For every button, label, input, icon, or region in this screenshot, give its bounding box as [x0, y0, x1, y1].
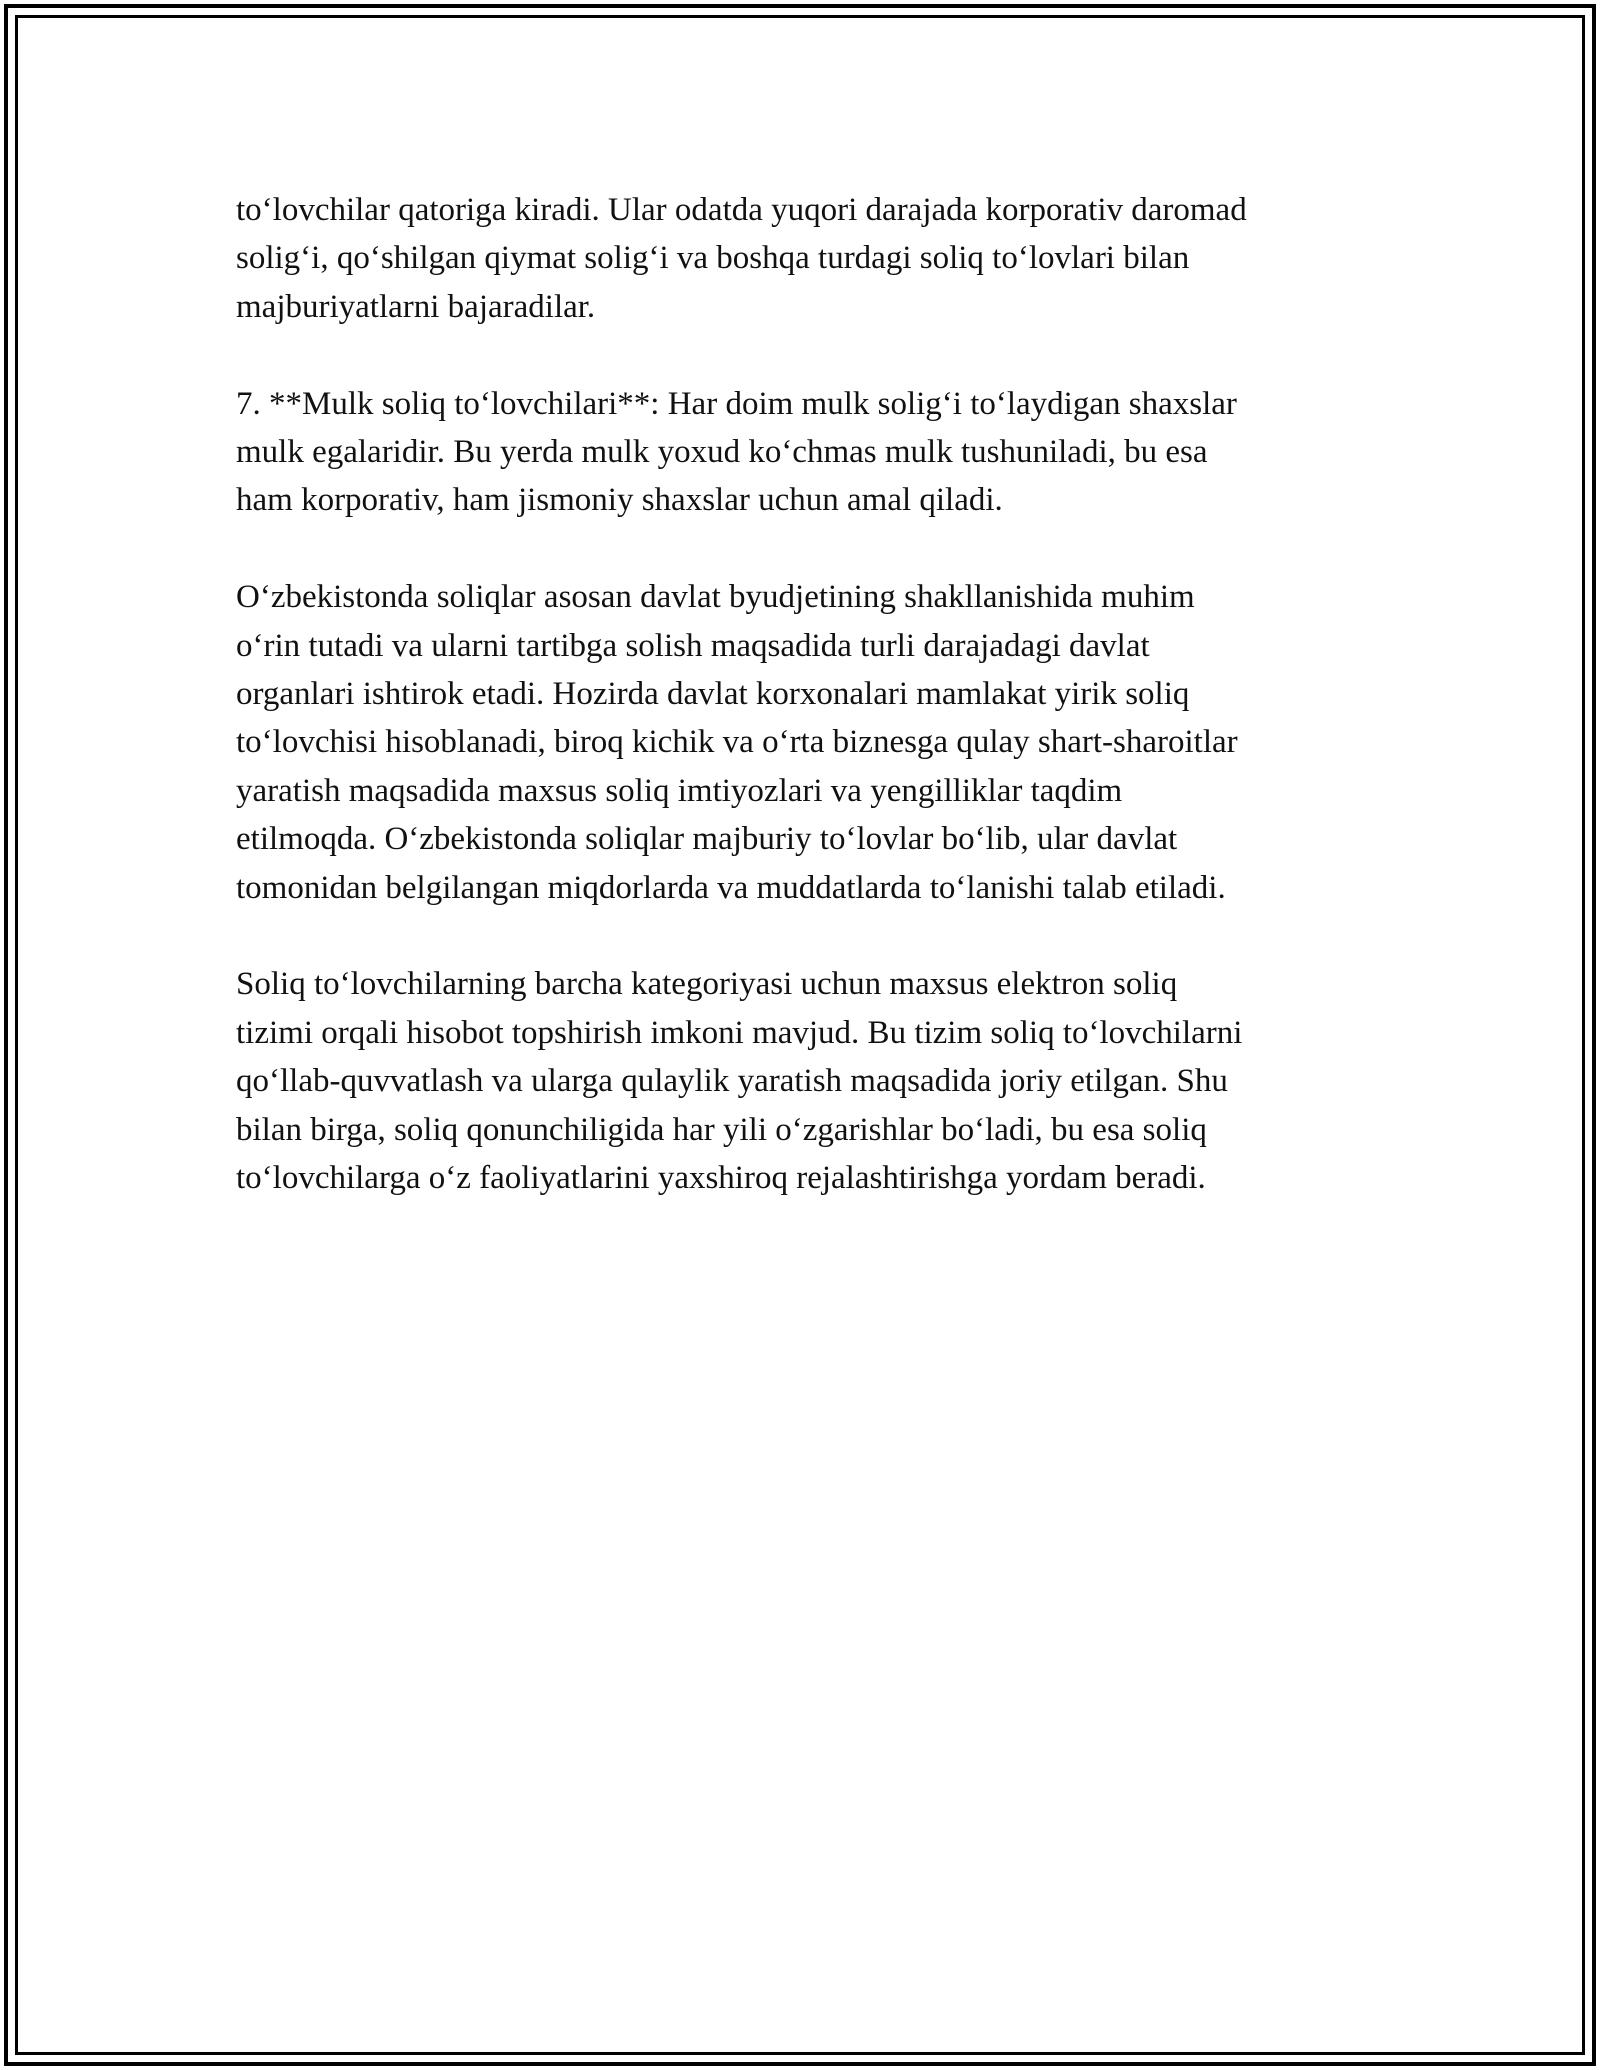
- paragraph-property-taxpayers: [236, 380, 1376, 525]
- text-line: to‘lovchilar qatoriga kiradi. Ular odatda yuqori darajada korporativ daromad: [236, 192, 1247, 228]
- text-line: bilan birga, soliq qonunchiligida har yili o‘zgarishlar bo‘ladi, bu esa soliq: [236, 1111, 1207, 1148]
- document-body: [236, 186, 1376, 1251]
- text-line: to‘lovchisi hisoblanadi, biroq kichik va o‘rta biznesga qulay shart-sharoitlar: [236, 724, 1238, 761]
- text-line: O‘zbekistonda soliqlar asosan davlat byudjetining shakllanishida muhim: [236, 579, 1195, 616]
- text-line: etilmoqda. O‘zbekistonda soliqlar majburiy to‘lovlar bo‘lib, ular davlat: [236, 821, 1178, 858]
- text-line: 7. **Mulk soliq to‘lovchilari**: Har doim mulk solig‘i to‘laydigan shaxslar: [236, 385, 1237, 422]
- text-line: Soliq to‘lovchilarning barcha kategoriyasi uchun maxsus elektron soliq: [236, 966, 1178, 1003]
- text-line: qo‘llab-quvvatlash va ularga qulaylik yaratish maqsadida joriy etilgan. Shu: [236, 1063, 1228, 1100]
- text-line: organlari ishtirok etadi. Hozirda davlat korxonalari mamlakat yirik soliq: [236, 676, 1190, 713]
- paragraph-continuation: [236, 186, 1376, 331]
- paragraph-electronic-tax-system: [236, 960, 1376, 1202]
- text-line: majburiyatlarni bajaradilar.: [236, 288, 596, 325]
- text-line: to‘lovchilarga o‘z faoliyatlarini yaxshiroq rejalashtirishga yordam beradi.: [236, 1160, 1206, 1197]
- paragraph-uzbekistan-taxes: [236, 573, 1376, 912]
- text-line: mulk egalaridir. Bu yerda mulk yoxud ko‘chmas mulk tushuniladi, bu esa: [236, 434, 1208, 471]
- text-line: solig‘i, qo‘shilgan qiymat solig‘i va boshqa turdagi soliq to‘lovlari bilan: [236, 240, 1190, 277]
- text-line: tomonidan belgilangan miqdorlarda va muddatlarda to‘lanishi talab etiladi.: [236, 869, 1226, 906]
- text-line: tizimi orqali hisobot topshirish imkoni mavjud. Bu tizim soliq to‘lovchilarni: [236, 1014, 1243, 1051]
- text-line: ham korporativ, ham jismoniy shaxslar uchun amal qiladi.: [236, 482, 1003, 519]
- text-line: yaratish maqsadida maxsus soliq imtiyozlari va yengilliklar taqdim: [236, 772, 1123, 809]
- text-line: o‘rin tutadi va ularni tartibga solish maqsadida turli darajadagi davlat: [236, 627, 1150, 664]
